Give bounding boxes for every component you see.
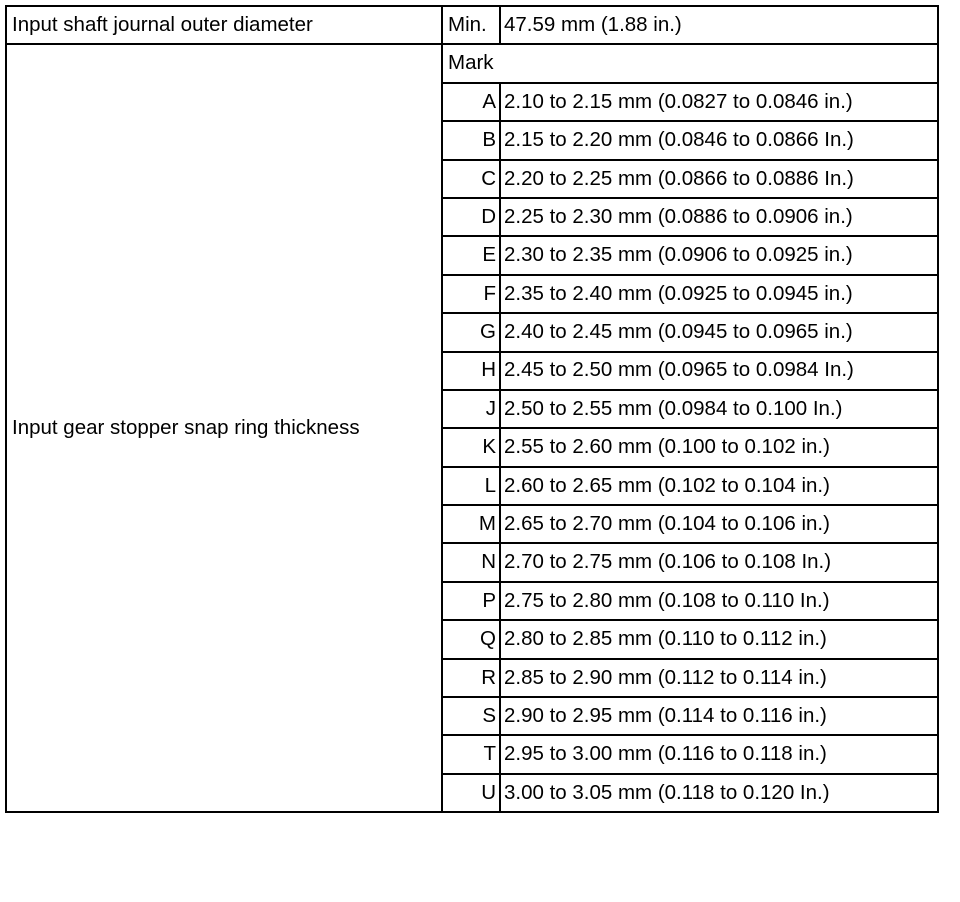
mark-thickness-range: 2.50 to 2.55 mm (0.0984 to 0.100 In.) (500, 390, 938, 428)
mark-thickness-range: 2.35 to 2.40 mm (0.0925 to 0.0945 in.) (500, 275, 938, 313)
mark-letter: J (442, 390, 500, 428)
mark-thickness-range: 2.75 to 2.80 mm (0.108 to 0.110 In.) (500, 582, 938, 620)
mark-thickness-range: 2.40 to 2.45 mm (0.0945 to 0.0965 in.) (500, 313, 938, 351)
mark-thickness-range: 2.10 to 2.15 mm (0.0827 to 0.0846 in.) (500, 83, 938, 121)
mark-letter: A (442, 83, 500, 121)
mark-letter: F (442, 275, 500, 313)
journal-diameter-label: Input shaft journal outer diameter (6, 6, 442, 44)
snap-ring-thickness-label: Input gear stopper snap ring thickness (6, 44, 442, 812)
mark-letter: C (442, 160, 500, 198)
mark-thickness-range: 3.00 to 3.05 mm (0.118 to 0.120 In.) (500, 774, 938, 812)
journal-diameter-qualifier: Min. (442, 6, 500, 44)
mark-thickness-range: 2.20 to 2.25 mm (0.0866 to 0.0886 In.) (500, 160, 938, 198)
spec-table (5, 5, 939, 813)
mark-letter: H (442, 352, 500, 390)
mark-letter: Q (442, 620, 500, 658)
mark-letter: S (442, 697, 500, 735)
mark-thickness-range: 2.25 to 2.30 mm (0.0886 to 0.0906 in.) (500, 198, 938, 236)
mark-thickness-range: 2.95 to 3.00 mm (0.116 to 0.118 in.) (500, 735, 938, 773)
mark-letter: E (442, 236, 500, 274)
mark-thickness-range: 2.85 to 2.90 mm (0.112 to 0.114 in.) (500, 659, 938, 697)
mark-letter: N (442, 543, 500, 581)
mark-thickness-range: 2.80 to 2.85 mm (0.110 to 0.112 in.) (500, 620, 938, 658)
mark-column-header: Mark (442, 44, 938, 82)
mark-letter: B (442, 121, 500, 159)
mark-thickness-range: 2.65 to 2.70 mm (0.104 to 0.106 in.) (500, 505, 938, 543)
mark-letter: D (442, 198, 500, 236)
mark-letter: U (442, 774, 500, 812)
mark-thickness-range: 2.60 to 2.65 mm (0.102 to 0.104 in.) (500, 467, 938, 505)
mark-letter: L (442, 467, 500, 505)
mark-thickness-range: 2.30 to 2.35 mm (0.0906 to 0.0925 in.) (500, 236, 938, 274)
mark-letter: T (442, 735, 500, 773)
mark-letter: R (442, 659, 500, 697)
table-row (6, 6, 938, 44)
mark-letter: G (442, 313, 500, 351)
mark-thickness-range: 2.45 to 2.50 mm (0.0965 to 0.0984 In.) (500, 352, 938, 390)
mark-thickness-range: 2.70 to 2.75 mm (0.106 to 0.108 In.) (500, 543, 938, 581)
table-row (6, 44, 938, 82)
mark-letter: P (442, 582, 500, 620)
mark-letter: M (442, 505, 500, 543)
mark-thickness-range: 2.55 to 2.60 mm (0.100 to 0.102 in.) (500, 428, 938, 466)
journal-diameter-value: 47.59 mm (1.88 in.) (500, 6, 938, 44)
mark-thickness-range: 2.90 to 2.95 mm (0.114 to 0.116 in.) (500, 697, 938, 735)
mark-letter: K (442, 428, 500, 466)
mark-thickness-range: 2.15 to 2.20 mm (0.0846 to 0.0866 In.) (500, 121, 938, 159)
spec-table-body (6, 6, 938, 812)
